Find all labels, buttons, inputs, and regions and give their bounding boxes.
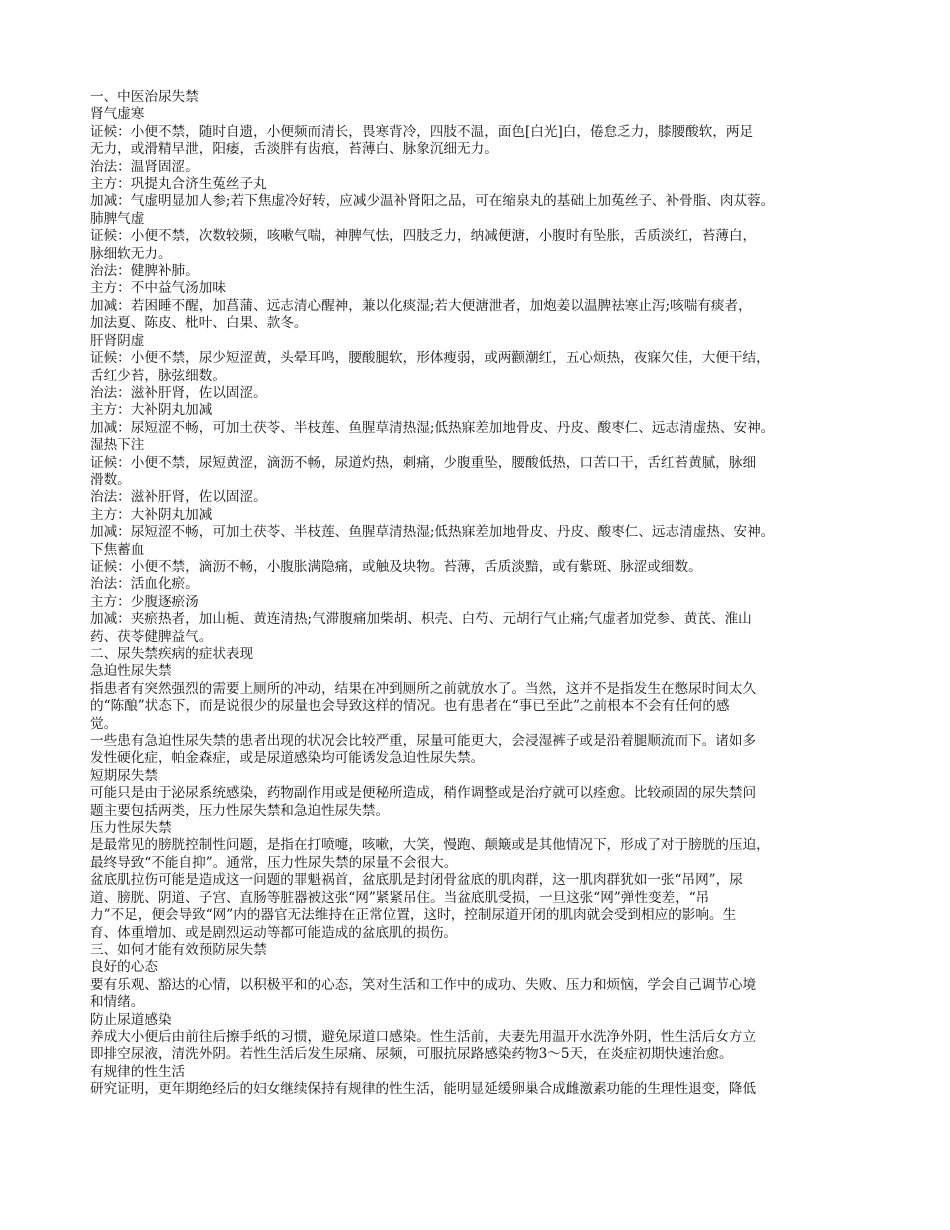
text-line: 脉细软无力。 — [90, 245, 172, 262]
text-line: 治法：滋补肝肾，佐以固涩。 — [90, 384, 267, 401]
text-line: 是最常见的膀胱控制性问题，是指在打喷嚏，咳嗽，大笑，慢跑、颠簸或是其他情况下，形成了对于膀胱的压迫， — [90, 837, 770, 854]
text-line: 一些患有急迫性尿失禁的患者出现的状况会比较严重，尿量可能更大，会浸湿裤子或是沿着腿顺流而下。诸如多 — [90, 733, 757, 750]
text-line: 发性硬化症，帕金森症，或是尿道感染均可能诱发急迫性尿失禁。 — [90, 750, 485, 767]
text-line: 下焦蓄血 — [90, 541, 145, 558]
text-line: 可能只是由于泌尿系统感染，药物副作用或是便秘所造成，稍作调整或是治疗就可以痊愈。比较顽固的尿失禁问 — [90, 785, 757, 802]
text-line: 压力性尿失禁 — [90, 820, 172, 837]
text-line: 治法：温肾固涩。 — [90, 158, 199, 175]
text-line: 题主要包括两类，压力性尿失禁和急迫性尿失禁。 — [90, 802, 390, 819]
text-line: 无力，或滑精早泄，阳痿，舌淡胖有齿痕，苔薄白、脉象沉细无力。 — [90, 141, 498, 158]
text-line: 治法：滋补肝肾，佐以固涩。 — [90, 489, 267, 506]
text-line: 良好的心态 — [90, 959, 158, 976]
text-line: 要有乐观、豁达的心情，以积极平和的心态，笑对生活和工作中的成功、失败、压力和烦恼，学会自己调节心境 — [90, 976, 757, 993]
text-line: 舌红少苔，脉弦细数。 — [90, 367, 226, 384]
text-line: 滑数。 — [90, 471, 131, 488]
text-line: 盆底肌拉伤可能是造成这一问题的罪魁祸首，盆底肌是封闭骨盆底的肌肉群，这一肌肉群犹如一张“吊网”，尿 — [90, 872, 743, 889]
text-line: 研究证明，更年期绝经后的妇女继续保持有规律的性生活，能明显延缓卵巢合成雌激素功能的生理性退变，降低 — [90, 1081, 757, 1098]
text-line: 主方：大补阴丸加减 — [90, 506, 213, 523]
text-line: 二、尿失禁疾病的症状表现 — [90, 646, 254, 662]
text-line: 主方：不中益气汤加味 — [90, 280, 226, 297]
text-line: 证候：小便不禁，次数较频，咳嗽气喘，神脾气怯，四肢乏力，纳减便溏，小腹时有坠胀，舌质淡红，苔薄白， — [90, 228, 757, 245]
text-line: 主方：少腹逐瘀汤 — [90, 593, 199, 610]
text-line: 治法：健脾补肺。 — [90, 263, 199, 280]
text-line: 湿热下注 — [90, 437, 145, 454]
text-line: 三、如何才能有效预防尿失禁 — [90, 941, 267, 958]
text-line: 肝肾阴虚 — [90, 332, 145, 349]
text-line: 即排空尿液，清洗外阴。若性生活后发生尿痛、尿频，可服抗尿路感染药物3～5天，在炎症初期快速治愈。 — [90, 1046, 733, 1063]
text-line: 急迫性尿失禁 — [90, 663, 172, 680]
text-line: 肺脾气虚 — [90, 210, 145, 227]
text-line: 证候：小便不禁，尿少短涩黄，头晕耳鸣，腰酸腿软，形体瘦弱，或两颧潮红，五心烦热，夜寐欠佳，大便干结， — [90, 350, 770, 367]
text-line: 养成大小便后由前往后擦手纸的习惯，避免尿道口感染。性生活前，夫妻先用温开水洗净外阴，性生活后女方立 — [90, 1028, 757, 1045]
text-line: 加减：尿短涩不畅，可加土茯苓、半枝莲、鱼腥草清热湿;低热寐差加地骨皮、丹皮、酸枣仁、远志清虚热、安神。 — [90, 419, 775, 436]
text-line: 加减：尿短涩不畅，可加土茯苓、半枝莲、鱼腥草清热湿;低热寐差加地骨皮、丹皮、酸枣仁、远志清虚热、安神。 — [90, 524, 775, 541]
text-line: 育、体重增加、或是剧烈运动等都可能造成的盆底肌的损伤。 — [90, 924, 458, 941]
text-line: 觉。 — [90, 715, 118, 732]
document-body — [90, 89, 858, 1099]
text-line: 力”不足，便会导致“网”内的器官无法维持在正常位置，这时，控制尿道开闭的肌肉就会受到相应的影响。生 — [90, 907, 737, 924]
text-line: 证候：小便不禁，尿短黄涩，滴沥不畅，尿道灼热，刺痛，少腹重坠，腰酸低热，口苦口干，舌红苔黄腻，脉细 — [90, 454, 757, 471]
text-line: 证候：小便不禁，滴沥不畅，小腹胀满隐痛，或触及块物。苔薄，舌质淡黯，或有紫斑、脉涩或细数。 — [90, 558, 702, 575]
text-line: 加减：夹瘀热者，加山栀、黄连清热;气滞腹痛加柴胡、枳壳、白芍、元胡行气止痛;气虚者加党参、黄芪、淮山 — [90, 611, 752, 628]
text-line: 防止尿道感染 — [90, 1011, 172, 1028]
text-line: 加减：若困睡不醒，加菖蒲、远志清心醒神，兼以化痰湿;若大便溏泄者，加炮姜以温脾祛寒止泻;咳喘有痰者， — [90, 297, 752, 314]
text-line: 加法夏、陈皮、枇叶、白果、款冬。 — [90, 315, 308, 332]
text-line: 指患者有突然强烈的需要上厕所的冲动，结果在冲到厕所之前就放水了。当然，这并不是指发生在憋尿时间太久 — [90, 680, 757, 697]
text-line: 一、中医治尿失禁 — [90, 89, 199, 105]
text-line: 道、膀胱、阴道、子宫、直肠等脏器被这张“网”紧紧吊住。当盆底肌受损，一旦这张“网”弹性变差，“吊 — [90, 889, 710, 906]
text-line: 加减：气虚明显加人参;若下焦虚冷好转，应减少温补肾阳之品，可在缩泉丸的基础上加菟丝子、补骨脂、肉苁蓉。 — [90, 193, 775, 210]
text-line: 有规律的性生活 — [90, 1063, 186, 1080]
text-line: 证候：小便不禁，随时自遗，小便频而清长，畏寒背冷，四肢不温，面色[白光]白，倦怠乏力，膝腰酸软，两足 — [90, 123, 754, 140]
text-line: 肾气虚寒 — [90, 106, 145, 123]
text-line: 最终导致“不能自抑”。通常，压力性尿失禁的尿量不会很大。 — [90, 854, 458, 871]
text-line: 治法：活血化瘀。 — [90, 576, 199, 593]
text-line: 药、茯苓健脾益气。 — [90, 628, 213, 645]
text-line: 主方：大补阴丸加减 — [90, 402, 213, 419]
text-line: 主方：巩提丸合济生菟丝子丸 — [90, 176, 267, 193]
text-line: 的“陈酿”状态下，而是说很少的尿量也会导致这样的情况。也有患者在“事已至此”之前根本不会有任何的感 — [90, 698, 730, 715]
text-line: 和情绪。 — [90, 994, 145, 1011]
text-line: 短期尿失禁 — [90, 767, 158, 784]
